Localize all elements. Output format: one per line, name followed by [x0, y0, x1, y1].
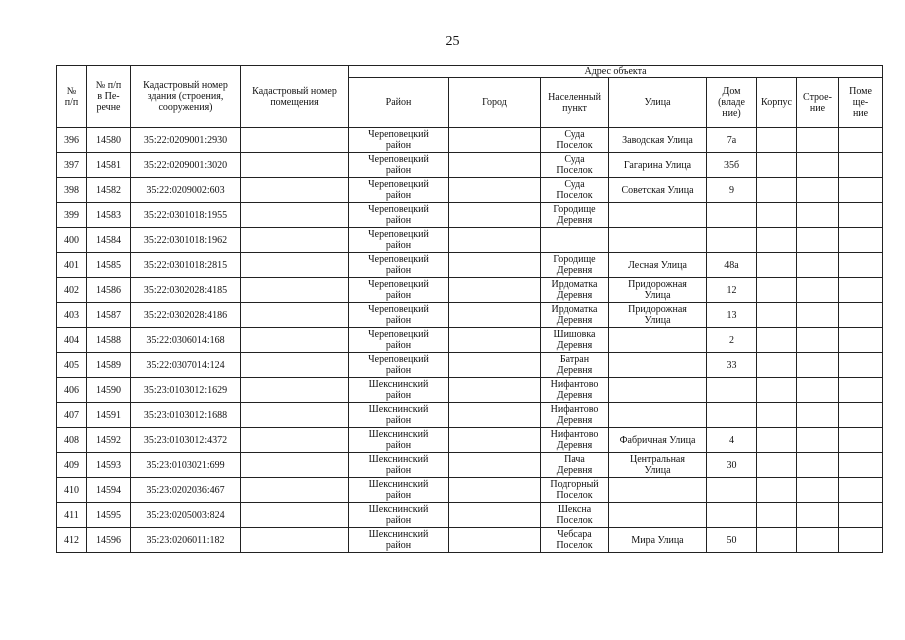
cell-room — [839, 503, 883, 528]
cell-cadastral-building: 35:23:0103021:699 — [131, 453, 241, 478]
cell-cadastral-building: 35:23:0205003:824 — [131, 503, 241, 528]
header-list-num: № п/п в Пе- речне — [87, 66, 131, 128]
cell-room — [839, 153, 883, 178]
cell-settlement: Пача Деревня — [541, 453, 609, 478]
cell-city — [449, 228, 541, 253]
cell-city — [449, 528, 541, 553]
table-row — [57, 378, 883, 403]
header-room: Поме ще- ние — [839, 78, 883, 128]
cell-district: Шекснинский район — [349, 403, 449, 428]
cell-building — [797, 178, 839, 203]
cell-list-num: 14596 — [87, 528, 131, 553]
cell-street — [609, 478, 707, 503]
cell-house — [707, 378, 757, 403]
cell-building — [797, 428, 839, 453]
cell-room — [839, 528, 883, 553]
cell-house: 12 — [707, 278, 757, 303]
table-row — [57, 303, 883, 328]
cell-city — [449, 253, 541, 278]
cell-building — [797, 128, 839, 153]
cell-num: 396 — [57, 128, 87, 153]
cell-num: 404 — [57, 328, 87, 353]
cell-list-num: 14588 — [87, 328, 131, 353]
cell-room — [839, 403, 883, 428]
cell-num: 410 — [57, 478, 87, 503]
cell-list-num: 14591 — [87, 403, 131, 428]
header-address-group: Адрес объекта — [349, 66, 883, 78]
table-row — [57, 128, 883, 153]
cell-list-num: 14589 — [87, 353, 131, 378]
cell-district: Шекснинский район — [349, 453, 449, 478]
cell-house: 9 — [707, 178, 757, 203]
cell-street: Мира Улица — [609, 528, 707, 553]
cell-city — [449, 153, 541, 178]
cell-cadastral-room — [241, 453, 349, 478]
cell-cadastral-building: 35:22:0301018:1955 — [131, 203, 241, 228]
cell-city — [449, 353, 541, 378]
cell-corpus — [757, 178, 797, 203]
cell-num: 405 — [57, 353, 87, 378]
cell-list-num: 14594 — [87, 478, 131, 503]
cell-corpus — [757, 153, 797, 178]
cell-room — [839, 478, 883, 503]
cell-settlement: Нифантово Деревня — [541, 378, 609, 403]
table-row — [57, 503, 883, 528]
cell-corpus — [757, 503, 797, 528]
cell-settlement — [541, 228, 609, 253]
cell-corpus — [757, 228, 797, 253]
cell-cadastral-room — [241, 403, 349, 428]
cell-district: Шекснинский район — [349, 428, 449, 453]
table-row — [57, 478, 883, 503]
cell-list-num: 14593 — [87, 453, 131, 478]
cell-building — [797, 203, 839, 228]
cell-num: 407 — [57, 403, 87, 428]
header-building: Строе- ние — [797, 78, 839, 128]
cell-house: 7а — [707, 128, 757, 153]
cell-district: Череповецкий район — [349, 328, 449, 353]
cell-settlement: Суда Поселок — [541, 153, 609, 178]
cell-num: 401 — [57, 253, 87, 278]
cell-cadastral-building: 35:22:0209001:3020 — [131, 153, 241, 178]
cell-room — [839, 278, 883, 303]
cell-list-num: 14582 — [87, 178, 131, 203]
cell-cadastral-room — [241, 503, 349, 528]
cell-room — [839, 303, 883, 328]
table-row — [57, 453, 883, 478]
cell-cadastral-building: 35:22:0301018:2815 — [131, 253, 241, 278]
cell-cadastral-building: 35:23:0103012:1688 — [131, 403, 241, 428]
header-settlement: Населенный пункт — [541, 78, 609, 128]
cell-city — [449, 503, 541, 528]
cell-district: Шекснинский район — [349, 378, 449, 403]
cell-corpus — [757, 203, 797, 228]
header-street: Улица — [609, 78, 707, 128]
table-row — [57, 203, 883, 228]
cell-cadastral-room — [241, 228, 349, 253]
cell-building — [797, 278, 839, 303]
cell-num: 411 — [57, 503, 87, 528]
table-row — [57, 228, 883, 253]
cell-district: Череповецкий район — [349, 153, 449, 178]
cell-house — [707, 478, 757, 503]
cell-room — [839, 328, 883, 353]
cell-corpus — [757, 278, 797, 303]
cell-district: Череповецкий район — [349, 203, 449, 228]
cell-building — [797, 453, 839, 478]
cell-cadastral-room — [241, 378, 349, 403]
cell-house: 50 — [707, 528, 757, 553]
cell-settlement: Городище Деревня — [541, 203, 609, 228]
cell-street — [609, 378, 707, 403]
cell-cadastral-room — [241, 428, 349, 453]
cell-city — [449, 478, 541, 503]
cell-street: Фабричная Улица — [609, 428, 707, 453]
cell-building — [797, 528, 839, 553]
cell-building — [797, 328, 839, 353]
cell-house — [707, 228, 757, 253]
cell-num: 398 — [57, 178, 87, 203]
cell-city — [449, 428, 541, 453]
cell-building — [797, 253, 839, 278]
cell-room — [839, 178, 883, 203]
cell-building — [797, 228, 839, 253]
cell-cadastral-building: 35:22:0209002:603 — [131, 178, 241, 203]
cell-cadastral-room — [241, 178, 349, 203]
cell-building — [797, 303, 839, 328]
cell-cadastral-building: 35:22:0209001:2930 — [131, 128, 241, 153]
cell-building — [797, 353, 839, 378]
cell-cadastral-room — [241, 528, 349, 553]
cell-room — [839, 453, 883, 478]
cell-num: 412 — [57, 528, 87, 553]
cell-city — [449, 378, 541, 403]
cell-district: Шекснинский район — [349, 528, 449, 553]
cell-district: Череповецкий район — [349, 303, 449, 328]
cell-room — [839, 253, 883, 278]
cell-corpus — [757, 328, 797, 353]
cell-settlement: Городище Деревня — [541, 253, 609, 278]
cell-settlement: Подгорный Поселок — [541, 478, 609, 503]
table-row — [57, 278, 883, 303]
cell-corpus — [757, 303, 797, 328]
cell-num: 400 — [57, 228, 87, 253]
cell-district: Череповецкий район — [349, 228, 449, 253]
cell-street: Гагарина Улица — [609, 153, 707, 178]
cell-cadastral-room — [241, 128, 349, 153]
cell-street — [609, 403, 707, 428]
cell-corpus — [757, 528, 797, 553]
cell-cadastral-room — [241, 253, 349, 278]
page-number: 25 — [445, 34, 460, 49]
cell-cadastral-room — [241, 153, 349, 178]
table-row — [57, 328, 883, 353]
cell-list-num: 14590 — [87, 378, 131, 403]
cell-cadastral-room — [241, 328, 349, 353]
cell-settlement: Суда Поселок — [541, 128, 609, 153]
table-row — [57, 428, 883, 453]
cell-num: 406 — [57, 378, 87, 403]
cell-room — [839, 378, 883, 403]
cell-corpus — [757, 128, 797, 153]
table-header — [57, 66, 883, 128]
cell-settlement: Шишовка Деревня — [541, 328, 609, 353]
cell-list-num: 14585 — [87, 253, 131, 278]
cell-room — [839, 428, 883, 453]
header-cadastral-building: Кадастровый номер здания (строения, сооружения) — [131, 66, 241, 128]
cell-cadastral-building: 35:23:0103012:1629 — [131, 378, 241, 403]
cell-street — [609, 353, 707, 378]
cell-room — [839, 228, 883, 253]
cell-house — [707, 503, 757, 528]
cell-corpus — [757, 403, 797, 428]
cell-room — [839, 128, 883, 153]
cell-street: Придорожная Улица — [609, 278, 707, 303]
cell-street: Советская Улица — [609, 178, 707, 203]
cell-district: Шекснинский район — [349, 503, 449, 528]
cell-corpus — [757, 428, 797, 453]
cell-building — [797, 378, 839, 403]
cell-num: 403 — [57, 303, 87, 328]
cell-street: Заводская Улица — [609, 128, 707, 153]
cell-district: Череповецкий район — [349, 353, 449, 378]
cell-street: Лесная Улица — [609, 253, 707, 278]
cell-corpus — [757, 378, 797, 403]
header-city: Город — [449, 78, 541, 128]
cell-list-num: 14580 — [87, 128, 131, 153]
cell-house: 48а — [707, 253, 757, 278]
cell-num: 399 — [57, 203, 87, 228]
table-row — [57, 353, 883, 378]
cell-house: 4 — [707, 428, 757, 453]
cell-cadastral-room — [241, 303, 349, 328]
cell-corpus — [757, 353, 797, 378]
cell-house: 33 — [707, 353, 757, 378]
cell-settlement: Чебсара Поселок — [541, 528, 609, 553]
header-district: Район — [349, 78, 449, 128]
table-row — [57, 403, 883, 428]
cell-building — [797, 478, 839, 503]
cell-num: 408 — [57, 428, 87, 453]
cell-city — [449, 128, 541, 153]
cell-corpus — [757, 453, 797, 478]
header-house: Дом (владе ние) — [707, 78, 757, 128]
cell-city — [449, 403, 541, 428]
table-row — [57, 528, 883, 553]
cell-district: Череповецкий район — [349, 253, 449, 278]
cell-street — [609, 503, 707, 528]
cell-list-num: 14586 — [87, 278, 131, 303]
header-corpus: Корпус — [757, 78, 797, 128]
cell-cadastral-building: 35:22:0302028:4186 — [131, 303, 241, 328]
cell-district: Шекснинский район — [349, 478, 449, 503]
cell-city — [449, 303, 541, 328]
cell-street — [609, 328, 707, 353]
cell-settlement: Ирдоматка Деревня — [541, 303, 609, 328]
cell-cadastral-room — [241, 278, 349, 303]
cell-settlement: Шексна Поселок — [541, 503, 609, 528]
cell-settlement: Суда Поселок — [541, 178, 609, 203]
cell-house: 13 — [707, 303, 757, 328]
cell-list-num: 14584 — [87, 228, 131, 253]
cell-district: Череповецкий район — [349, 178, 449, 203]
cell-house: 35б — [707, 153, 757, 178]
cell-cadastral-room — [241, 353, 349, 378]
header-num: № п/п — [57, 66, 87, 128]
table-body — [57, 128, 883, 553]
cell-city — [449, 203, 541, 228]
cell-cadastral-building: 35:22:0301018:1962 — [131, 228, 241, 253]
table-row — [57, 253, 883, 278]
cell-cadastral-building: 35:23:0103012:4372 — [131, 428, 241, 453]
cell-list-num: 14592 — [87, 428, 131, 453]
cell-street — [609, 203, 707, 228]
cell-cadastral-room — [241, 203, 349, 228]
cell-street — [609, 228, 707, 253]
cell-cadastral-building: 35:22:0302028:4185 — [131, 278, 241, 303]
cell-corpus — [757, 253, 797, 278]
cell-room — [839, 353, 883, 378]
cell-building — [797, 153, 839, 178]
cell-cadastral-building: 35:22:0307014:124 — [131, 353, 241, 378]
cell-street: Придорожная Улица — [609, 303, 707, 328]
cell-settlement: Ирдоматка Деревня — [541, 278, 609, 303]
cell-city — [449, 328, 541, 353]
cell-settlement: Батран Деревня — [541, 353, 609, 378]
cell-room — [839, 203, 883, 228]
cell-list-num: 14587 — [87, 303, 131, 328]
table-row — [57, 178, 883, 203]
cell-list-num: 14595 — [87, 503, 131, 528]
cell-district: Череповецкий район — [349, 128, 449, 153]
cell-cadastral-room — [241, 478, 349, 503]
cell-house: 2 — [707, 328, 757, 353]
cell-city — [449, 278, 541, 303]
cell-district: Череповецкий район — [349, 278, 449, 303]
cell-num: 397 — [57, 153, 87, 178]
cell-num: 402 — [57, 278, 87, 303]
cell-building — [797, 403, 839, 428]
cell-cadastral-building: 35:23:0206011:182 — [131, 528, 241, 553]
cell-street: Центральная Улица — [609, 453, 707, 478]
header-cadastral-room: Кадастровый номер помещения — [241, 66, 349, 128]
cell-list-num: 14583 — [87, 203, 131, 228]
cell-building — [797, 503, 839, 528]
cell-list-num: 14581 — [87, 153, 131, 178]
cell-num: 409 — [57, 453, 87, 478]
cell-house: 30 — [707, 453, 757, 478]
cell-settlement: Нифантово Деревня — [541, 403, 609, 428]
cell-city — [449, 178, 541, 203]
cell-settlement: Нифантово Деревня — [541, 428, 609, 453]
registry-table — [56, 65, 883, 553]
cell-house — [707, 203, 757, 228]
cell-house — [707, 403, 757, 428]
cell-cadastral-building: 35:23:0202036:467 — [131, 478, 241, 503]
cell-city — [449, 453, 541, 478]
table-row — [57, 153, 883, 178]
cell-corpus — [757, 478, 797, 503]
cell-cadastral-building: 35:22:0306014:168 — [131, 328, 241, 353]
